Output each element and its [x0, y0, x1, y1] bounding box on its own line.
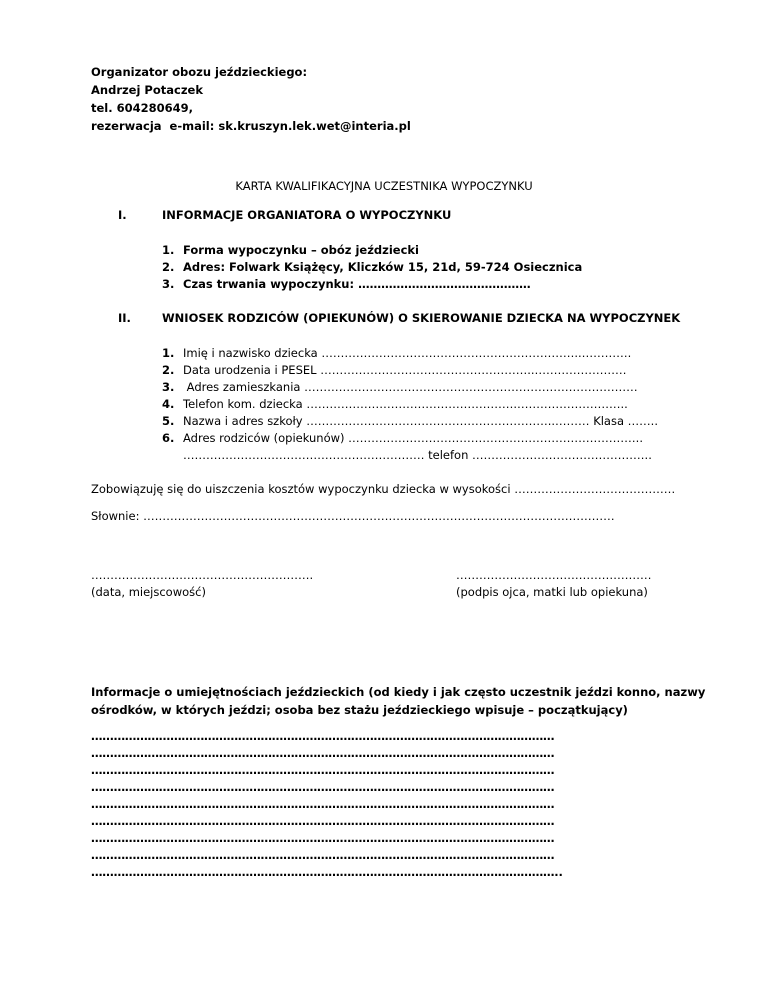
organizer-heading: Organizator obozu jeździeckiego: [91, 65, 308, 79]
parents-phone-field: ……………………………………………………… telefon ……………………………………….. [183, 448, 652, 462]
payment-obligation: Zobowiązuję się do uiszczenia kosztów wypoczynku dziecka w wysokości …………………………………… [91, 482, 676, 496]
section-2-item-number: 1. [162, 346, 175, 360]
section-2-item-number: 2. [162, 363, 175, 377]
section-2-title: WNIOSEK RODZICÓW (OPIEKUNÓW) O SKIEROWANIE DZIECKA NA WYPOCZYNEK [162, 311, 681, 325]
birth-date-pesel-field: Data urodzenia i PESEL ………………………………………………..…………………… [183, 363, 627, 377]
date-place-label: (data, miejscowość) [91, 585, 206, 599]
riding-skills-line: …………………………………………………………………………………………………………… [91, 831, 555, 845]
section-1-item-number: 1. [162, 243, 175, 257]
organizer-phone: tel. 604280649, [91, 101, 193, 115]
organizer-name: Andrzej Potaczek [91, 83, 203, 97]
riding-skills-heading: Informacje o umiejętnościach jeździeckich (od kiedy i jak często uczestnik jeździ konno, nazwy [91, 685, 706, 699]
amount-in-words: Słownie: …………………………………………………………………………………………………………… [91, 509, 615, 523]
form-title: KARTA KWALIFIKACYJNA UCZESTNIKA WYPOCZYNKU [235, 179, 533, 193]
riding-skills-line: …………………………………………………………………………………………………………… [91, 746, 555, 760]
date-place-line: …………………………………………………. [91, 568, 314, 582]
section-1-item-text: Forma wypoczynku – obóz jeździecki [183, 243, 419, 257]
parents-address-field: Adres rodziców (opiekunów) ………………………………………………………………….. [183, 431, 643, 445]
riding-skills-heading-cont: ośrodków, w których jeździ; osoba bez stażu jeździeckiego wpisuje – początkujący) [91, 703, 628, 717]
section-1-title: INFORMACJE ORGANIATORA O WYPOCZYNKU [162, 208, 452, 222]
riding-skills-line: …………………………………………………………………………………………………………… [91, 848, 555, 862]
section-1-number: I. [118, 208, 127, 222]
section-1-item-number: 3. [162, 277, 175, 291]
school-field: Nazwa i adres szkoły ………………………………………………………..……… Klasa …….. [183, 414, 658, 428]
address-field: Adres zamieszkania …………………………………………………………………………… [183, 380, 638, 394]
section-2-number: II. [118, 311, 131, 325]
riding-skills-line: …………………………………………………………………………………………………………… [91, 814, 555, 828]
child-name-field: Imię i nazwisko dziecka …………………………………………………………..…………. [183, 346, 632, 360]
riding-skills-line: …………………………………………………………………………………………………………… [91, 729, 555, 743]
section-1-item-text: Adres: Folwark Książęcy, Kliczków 15, 21d, 59-724 Osiecznica [183, 260, 583, 274]
section-2-item-number: 6. [162, 431, 175, 445]
section-2-item-number: 4. [162, 397, 175, 411]
riding-skills-line: …………………………………………………………………………………………………………… [91, 780, 555, 794]
child-phone-field: Telefon kom. dziecka ……………………………………………….……………………….. [183, 397, 628, 411]
organizer-email: rezerwacja e-mail: sk.kruszyn.lek.wet@interia.pl [91, 119, 411, 133]
section-1-item-text: Czas trwania wypoczynku: ……………………………………… [183, 277, 531, 291]
riding-skills-line: …………………………………………………………………………………………………………… [91, 763, 555, 777]
riding-skills-line: …………………………………………………………………………………………………………….. [91, 865, 563, 879]
riding-skills-line: …………………………………………………………………………………………………………… [91, 797, 555, 811]
parent-signature-label: (podpis ojca, matki lub opiekuna) [456, 585, 648, 599]
section-1-item-number: 2. [162, 260, 175, 274]
parent-signature-line: …………………………………………… [456, 568, 652, 582]
section-2-item-number: 5. [162, 414, 175, 428]
section-2-item-number: 3. [162, 380, 175, 394]
